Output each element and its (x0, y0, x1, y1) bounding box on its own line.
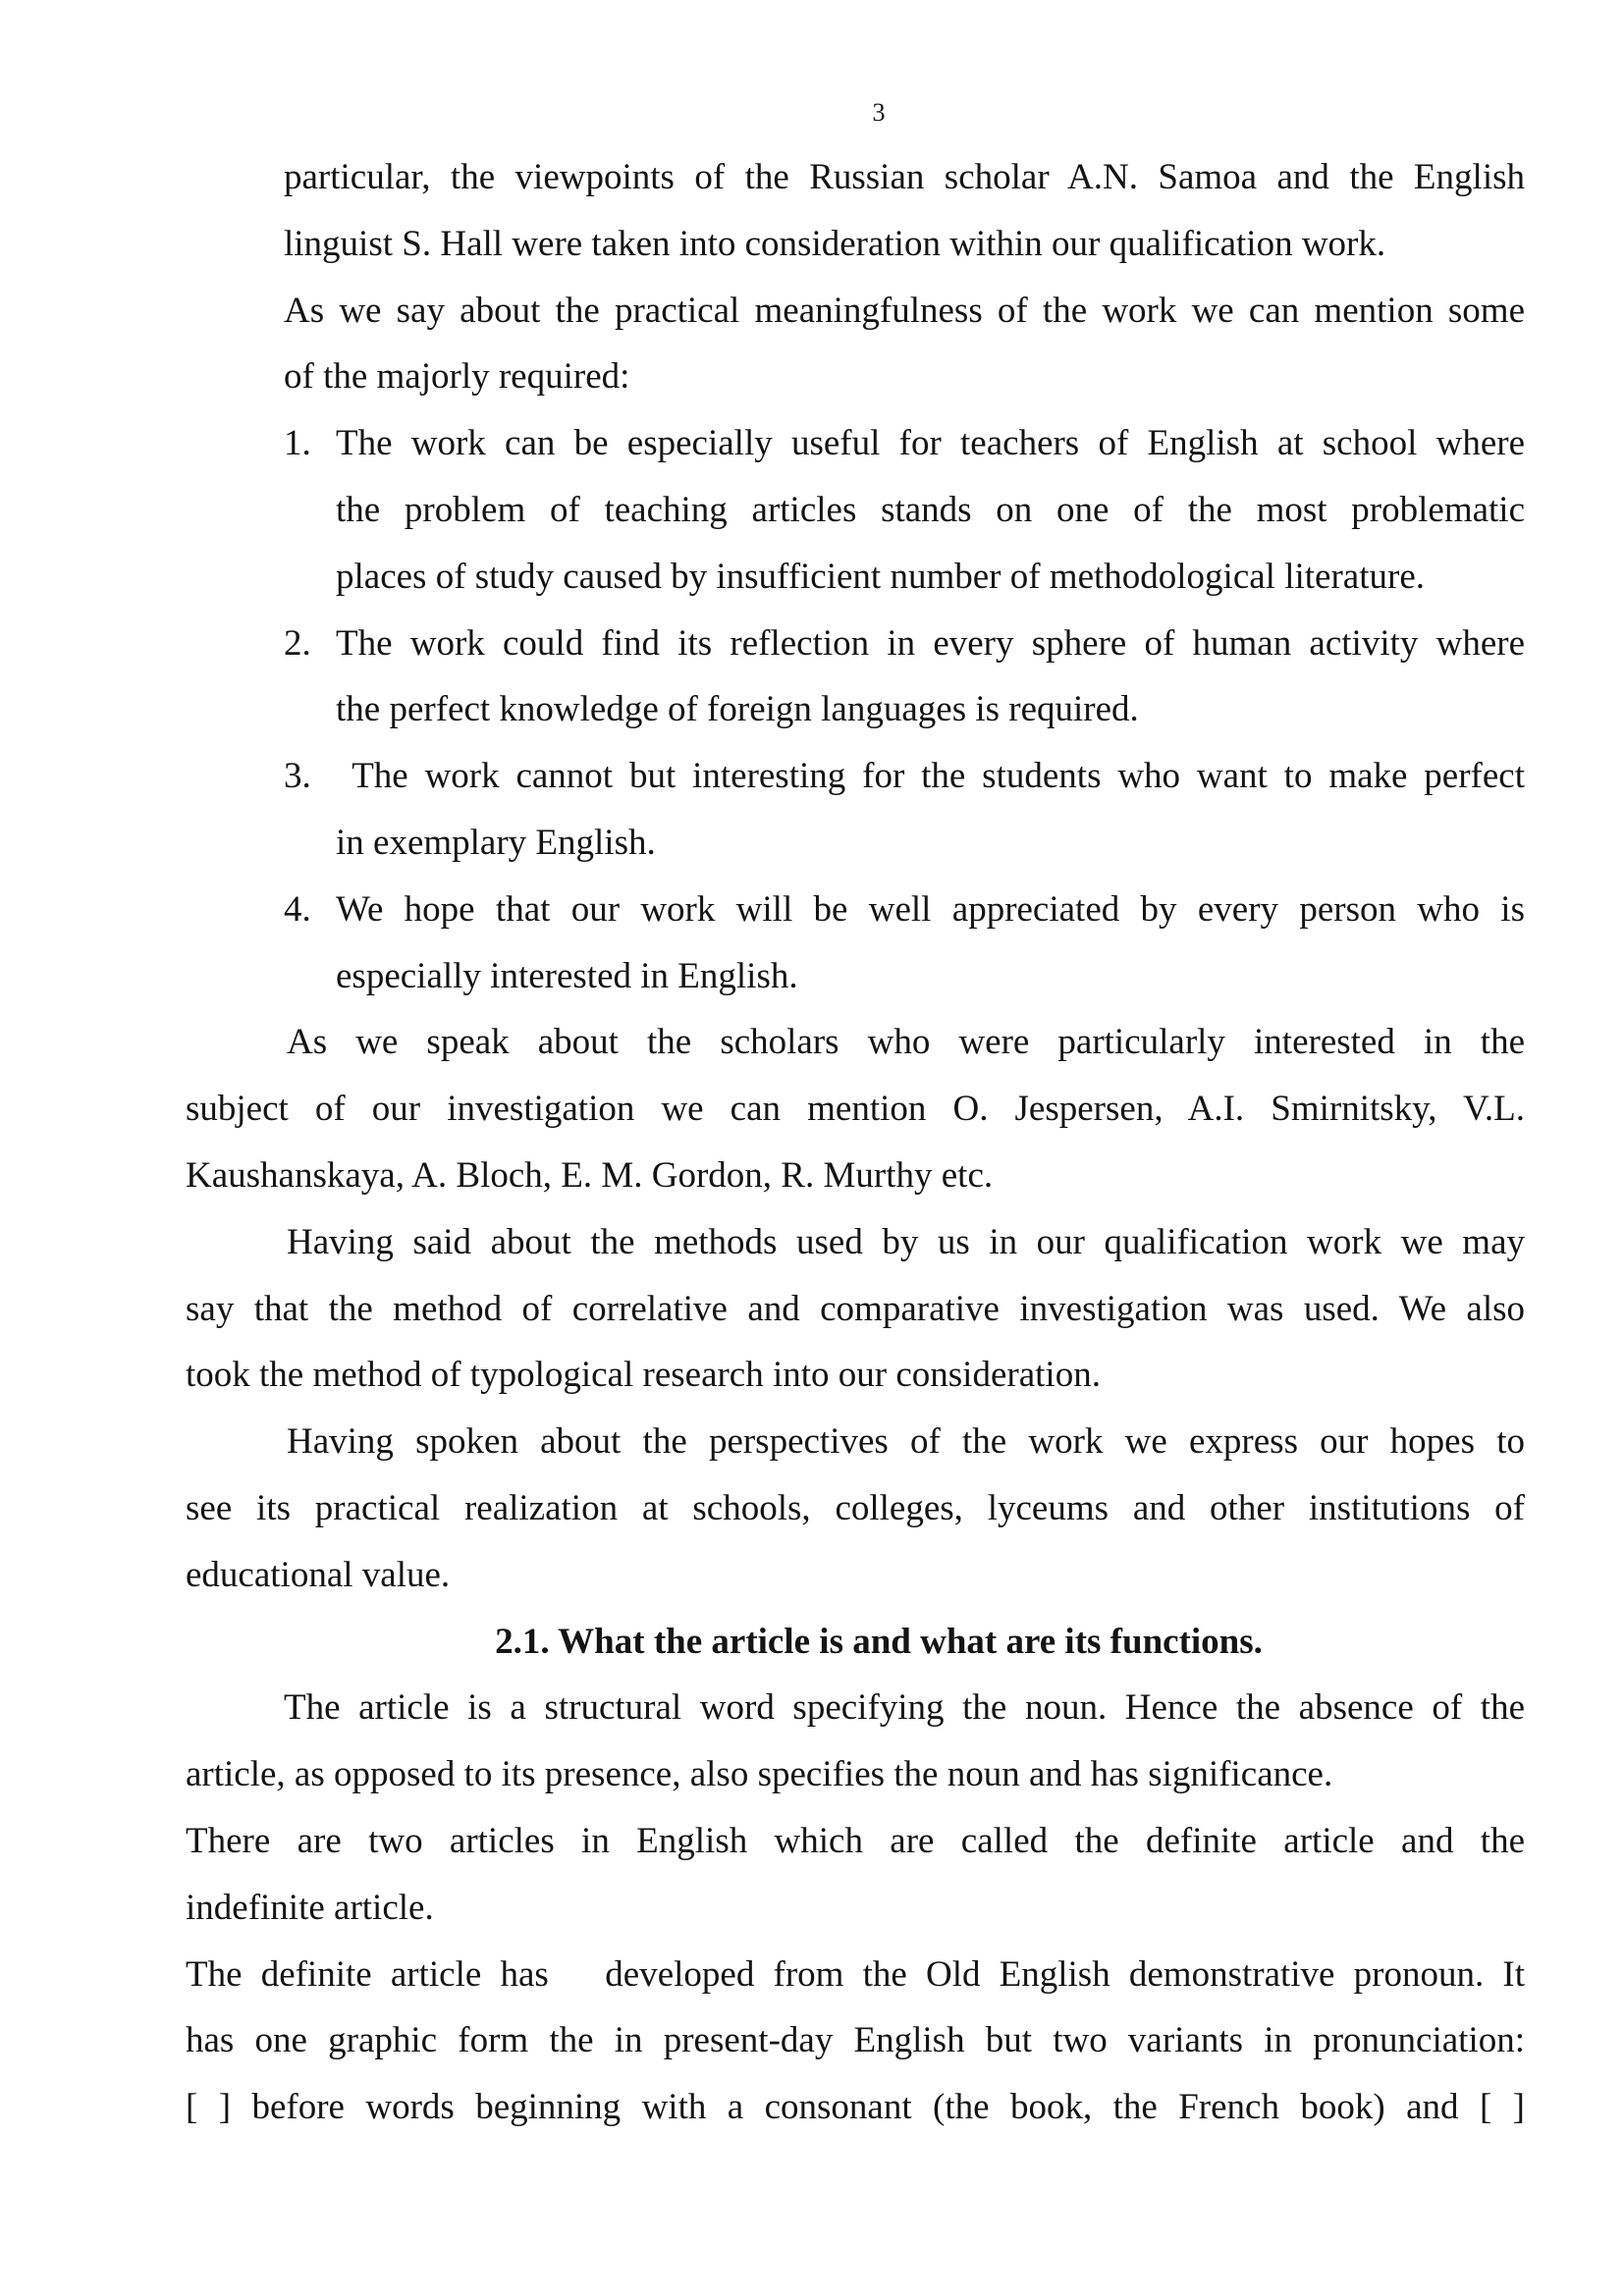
text-line: There are two articles in English which are called the definite article and the (186, 1820, 1525, 1861)
text-line: As we say about the practical meaningfulness of the work we can mention some (284, 290, 1525, 331)
paragraph-scholars (186, 1009, 1525, 1208)
text-line: Kaushanskaya, A. Bloch, E. M. Gordon, R. Murthy etc. (186, 1154, 994, 1196)
text-line: subject of our investigation we can mention O. Jespersen, A.I. Smirnitsky, V.L. (186, 1089, 1525, 1130)
list-number: 1. (284, 423, 311, 464)
text-line: article, as opposed to its presence, also specifies the noun and has significance. (186, 1754, 1333, 1795)
text-line: indefinite article. (186, 1887, 434, 1928)
text-line: in exemplary English. (336, 822, 656, 863)
list-item (235, 410, 1525, 610)
list-number: 3. (284, 756, 311, 797)
text-line: As we speak about the scholars who were particularly interested in the (287, 1022, 1525, 1063)
text-line: The work can be especially useful for teachers of English at school where (336, 423, 1525, 464)
text-line: Having spoken about the perspectives of the work we express our hopes to (287, 1421, 1525, 1463)
text-line: Having said about the methods used by us in our qualification work we may (287, 1221, 1525, 1262)
section-heading: 2.1. What the article is and what are its functions. (495, 1621, 1263, 1662)
text-line: see its practical realization at schools, colleges, lyceums and other institutions of (186, 1487, 1525, 1528)
text-line: The definite article has developed from the Old English demonstrative pronoun. It (186, 1953, 1525, 1995)
text-line: places of study caused by insufficient number of methodological literature. (336, 556, 1425, 597)
text-line: linguist S. Hall were taken into consideration within our qualification work. (284, 223, 1386, 264)
text-line: the perfect knowledge of foreign languages is required. (336, 689, 1139, 730)
text-line: especially interested in English. (336, 955, 798, 996)
text-line: particular, the viewpoints of the Russian scholar A.N. Samoa and the English (284, 157, 1525, 197)
list-number: 4. (284, 888, 311, 930)
text-line: educational value. (186, 1554, 451, 1595)
numbered-list (235, 410, 1525, 1009)
text-line: say that the method of correlative and comparative investigation was used. We also (186, 1288, 1525, 1329)
text-line: The work cannot but interesting for the students who want to make perfect (336, 756, 1525, 797)
text-line: of the majorly required: (284, 356, 630, 398)
section (186, 1609, 1525, 2141)
page-number: 3 (872, 98, 886, 127)
list-item (235, 611, 1525, 744)
text-line: [ ] before words beginning with a consonant (the book, the French book) and [ ] (186, 2087, 1525, 2128)
document-body (186, 144, 1525, 2141)
text-line: The work could find its reflection in every sphere of human activity where (336, 622, 1525, 664)
intro-paragraph (235, 144, 1525, 410)
text-line: We hope that our work will be well appreciated by every person who is (336, 888, 1525, 930)
list-number: 2. (284, 622, 311, 664)
text-line: has one graphic form the in present-day English but two variants in pronunciation: (186, 2020, 1525, 2061)
text-line: the problem of teaching articles stands on one of the most problematic (336, 489, 1525, 530)
text-line: The article is a structural word specifying the noun. Hence the absence of the (284, 1687, 1525, 1729)
list-item (235, 877, 1525, 1010)
text-line: took the method of typological research into our consideration. (186, 1355, 1101, 1396)
paragraph-methods (186, 1209, 1525, 1409)
paragraph-perspectives (186, 1409, 1525, 1608)
list-item (235, 743, 1525, 877)
